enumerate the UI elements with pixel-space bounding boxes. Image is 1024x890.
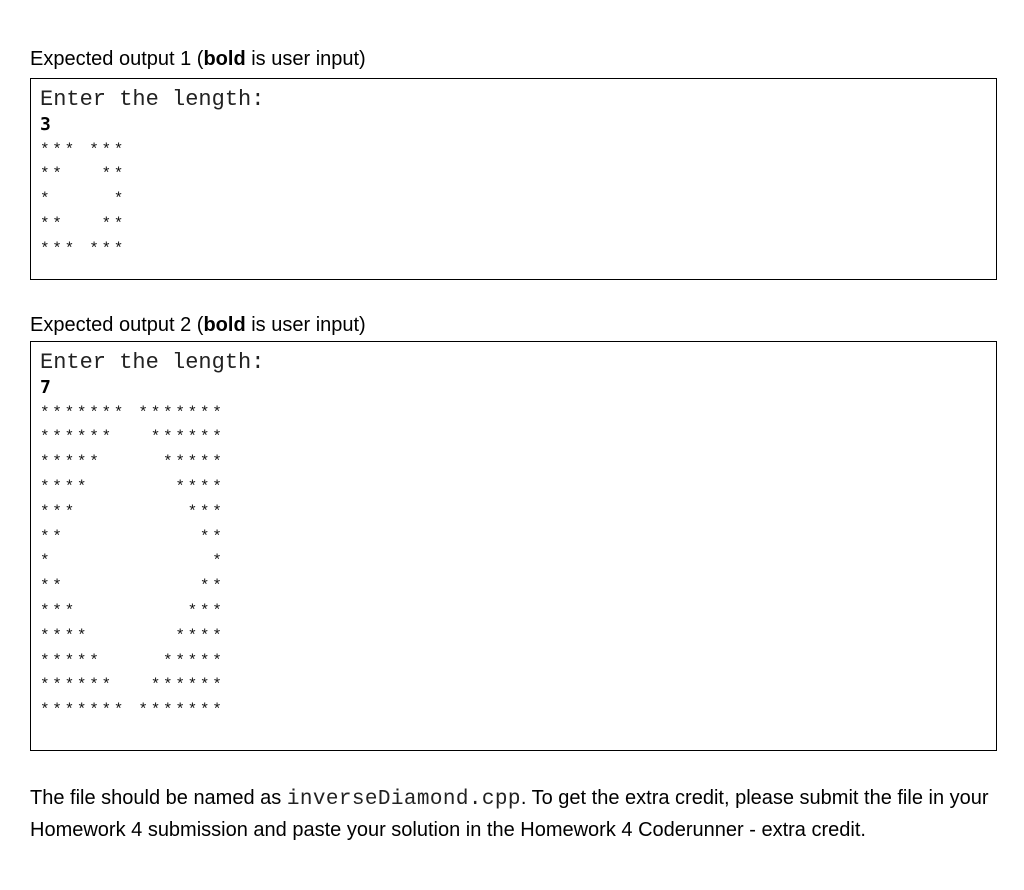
- caption-suffix: is user input): [245, 314, 366, 336]
- user-input-line: 7: [40, 376, 51, 398]
- filename-code: inverseDiamond.cpp: [286, 788, 521, 811]
- pattern-line: ******* *******: [40, 403, 225, 422]
- pattern-line: *** ***: [40, 502, 225, 521]
- instructions-text-before: The file should be named as: [30, 787, 287, 809]
- caption-bold-word: bold: [203, 314, 246, 336]
- caption-bold-word: bold: [203, 48, 246, 70]
- caption-prefix: Expected output 1 (: [30, 48, 204, 70]
- pattern-line: ****** ******: [40, 676, 225, 695]
- pattern-line: *** ***: [40, 140, 127, 159]
- instructions-text-after: . To get the extra credit, please submit the file in your Homework 4 submission and paste your solution in the Homework 4 Coderunner - extra credit.: [30, 787, 989, 841]
- pattern-line: ***** *****: [40, 651, 225, 670]
- pattern-line: ** **: [40, 165, 127, 184]
- expected-output-1-box: [30, 78, 997, 280]
- instructions-paragraph: [30, 783, 1005, 845]
- pattern-line: * *: [40, 190, 127, 209]
- pattern-line: ** **: [40, 527, 225, 546]
- pattern-line: ** **: [40, 577, 225, 596]
- expected-output-2-box: [30, 341, 997, 751]
- pattern-line: **** ****: [40, 477, 225, 496]
- prompt-line: Enter the length:: [40, 87, 265, 112]
- pattern-line: **** ****: [40, 626, 225, 645]
- expected-output-2-caption: [30, 313, 366, 337]
- pattern-line: ******* *******: [40, 701, 225, 720]
- pattern-line: * *: [40, 552, 225, 571]
- pattern-line: ****** ******: [40, 428, 225, 447]
- caption-prefix: Expected output 2 (: [30, 314, 204, 336]
- pattern-line: *** ***: [40, 601, 225, 620]
- pattern-line: *** ***: [40, 239, 127, 258]
- caption-suffix: is user input): [245, 48, 366, 70]
- prompt-line: Enter the length:: [40, 350, 265, 375]
- expected-output-1-caption: [30, 47, 366, 71]
- pattern-line: ***** *****: [40, 453, 225, 472]
- pattern-line: ** **: [40, 214, 127, 233]
- user-input-line: 3: [40, 113, 51, 135]
